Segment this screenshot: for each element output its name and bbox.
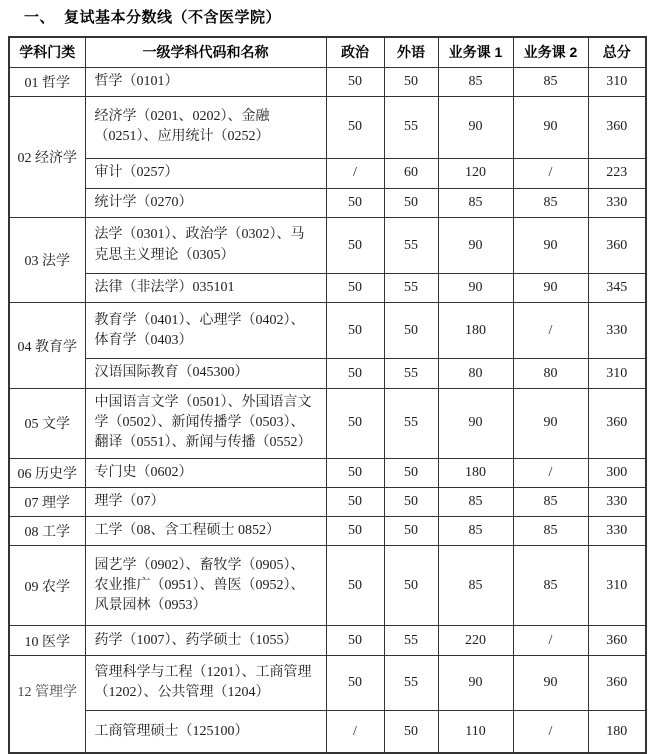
score-cell: 80 bbox=[438, 359, 513, 388]
score-cell: 360 bbox=[588, 218, 646, 274]
header-cell: 业务课 2 bbox=[513, 37, 588, 67]
score-cell: 50 bbox=[384, 517, 438, 546]
score-cell: 50 bbox=[326, 188, 384, 217]
score-cell: 310 bbox=[588, 359, 646, 388]
category-cell: 03 法学 bbox=[9, 218, 85, 303]
table-body bbox=[9, 67, 646, 753]
score-cell: 90 bbox=[438, 218, 513, 274]
score-cell: 50 bbox=[326, 359, 384, 388]
score-cell: 330 bbox=[588, 188, 646, 217]
discipline-cell: 法律（非法学）035101 bbox=[85, 274, 326, 303]
score-cell: 180 bbox=[588, 711, 646, 753]
score-table bbox=[8, 36, 647, 754]
discipline-cell: 统计学（0270） bbox=[85, 188, 326, 217]
score-cell: 50 bbox=[326, 626, 384, 656]
score-cell: 50 bbox=[384, 487, 438, 516]
score-cell: 110 bbox=[438, 711, 513, 753]
page-title bbox=[0, 0, 650, 27]
header-cell: 学科门类 bbox=[9, 37, 85, 67]
score-cell: 55 bbox=[384, 656, 438, 711]
score-cell: 55 bbox=[384, 218, 438, 274]
category-cell: 08 工学 bbox=[9, 517, 85, 546]
discipline-cell: 哲学（0101） bbox=[85, 67, 326, 96]
score-cell: 50 bbox=[326, 274, 384, 303]
discipline-cell: 专门史（0602） bbox=[85, 458, 326, 487]
table-row bbox=[9, 274, 646, 303]
header-cell: 政治 bbox=[326, 37, 384, 67]
score-cell: 90 bbox=[513, 274, 588, 303]
table-row bbox=[9, 626, 646, 656]
score-cell: 120 bbox=[438, 158, 513, 188]
score-cell: 80 bbox=[513, 359, 588, 388]
score-cell: 85 bbox=[513, 487, 588, 516]
category-cell bbox=[9, 656, 85, 753]
score-cell: 300 bbox=[588, 458, 646, 487]
header-cell: 业务课 1 bbox=[438, 37, 513, 67]
category-label: 12 管理学 bbox=[17, 685, 77, 701]
score-cell: 360 bbox=[588, 388, 646, 458]
score-cell: / bbox=[513, 711, 588, 753]
discipline-cell: 园艺学（0902）、畜牧学（0905）、农业推广（0951）、兽医（0952）、风景园林（0953） bbox=[85, 546, 326, 626]
score-cell: 90 bbox=[438, 274, 513, 303]
score-cell: 330 bbox=[588, 487, 646, 516]
score-cell: 50 bbox=[326, 458, 384, 487]
score-cell: 50 bbox=[326, 487, 384, 516]
table-row bbox=[9, 303, 646, 359]
score-cell: 50 bbox=[384, 67, 438, 96]
discipline-cell: 教育学（0401）、心理学（0402）、体育学（0403） bbox=[85, 303, 326, 359]
score-cell: 90 bbox=[438, 96, 513, 158]
table-row bbox=[9, 359, 646, 388]
header-cell: 外语 bbox=[384, 37, 438, 67]
score-cell: 90 bbox=[438, 388, 513, 458]
score-cell: 50 bbox=[326, 546, 384, 626]
category-cell: 06 历史学 bbox=[9, 458, 85, 487]
score-cell: 85 bbox=[513, 546, 588, 626]
score-cell: 330 bbox=[588, 303, 646, 359]
score-cell: 50 bbox=[326, 218, 384, 274]
score-cell: 50 bbox=[326, 656, 384, 711]
score-cell: 90 bbox=[513, 656, 588, 711]
score-cell: 50 bbox=[384, 458, 438, 487]
score-cell: 85 bbox=[438, 188, 513, 217]
score-cell: 180 bbox=[438, 458, 513, 487]
score-cell: 50 bbox=[326, 517, 384, 546]
score-cell: 50 bbox=[326, 388, 384, 458]
discipline-cell: 法学（0301）、政治学（0302）、马克思主义理论（0305） bbox=[85, 218, 326, 274]
category-cell: 01 哲学 bbox=[9, 67, 85, 96]
score-cell: 50 bbox=[384, 546, 438, 626]
table-row bbox=[9, 656, 646, 711]
score-cell: / bbox=[326, 711, 384, 753]
table-row bbox=[9, 188, 646, 217]
table-row bbox=[9, 96, 646, 158]
score-cell: 90 bbox=[513, 388, 588, 458]
score-cell: 223 bbox=[588, 158, 646, 188]
header-cell: 总分 bbox=[588, 37, 646, 67]
score-cell: / bbox=[513, 158, 588, 188]
score-cell: / bbox=[513, 303, 588, 359]
discipline-cell: 工学（08、含工程硕士 0852） bbox=[85, 517, 326, 546]
score-cell: 90 bbox=[438, 656, 513, 711]
score-cell: 50 bbox=[326, 67, 384, 96]
discipline-cell: 药学（1007）、药学硕士（1055） bbox=[85, 626, 326, 656]
score-cell: 345 bbox=[588, 274, 646, 303]
discipline-cell: 汉语国际教育（045300） bbox=[85, 359, 326, 388]
discipline-cell: 中国语言文学（0501）、外国语言文学（0502）、新闻传播学（0503）、翻译（0551）、新闻与传播（0552） bbox=[85, 388, 326, 458]
score-cell: / bbox=[513, 626, 588, 656]
table-row bbox=[9, 67, 646, 96]
table-row bbox=[9, 546, 646, 626]
score-cell: 50 bbox=[384, 303, 438, 359]
score-cell: 90 bbox=[513, 218, 588, 274]
score-cell: 360 bbox=[588, 626, 646, 656]
category-cell: 04 教育学 bbox=[9, 303, 85, 388]
title-index: 一、 bbox=[24, 9, 56, 26]
score-cell: 50 bbox=[326, 96, 384, 158]
score-cell: 85 bbox=[438, 487, 513, 516]
score-cell: 50 bbox=[326, 303, 384, 359]
score-cell: 55 bbox=[384, 274, 438, 303]
table-row bbox=[9, 218, 646, 274]
score-cell: 310 bbox=[588, 546, 646, 626]
discipline-cell: 管理科学与工程（1201）、工商管理（1202）、公共管理（1204） bbox=[85, 656, 326, 711]
score-cell: / bbox=[513, 458, 588, 487]
score-cell: 85 bbox=[438, 546, 513, 626]
score-cell: 220 bbox=[438, 626, 513, 656]
score-cell: 330 bbox=[588, 517, 646, 546]
category-cell: 07 理学 bbox=[9, 487, 85, 516]
title-text: 复试基本分数线（不含医学院） bbox=[64, 9, 282, 26]
discipline-cell: 审计（0257） bbox=[85, 158, 326, 188]
score-cell: 360 bbox=[588, 96, 646, 158]
score-cell: 55 bbox=[384, 388, 438, 458]
table-row bbox=[9, 487, 646, 516]
header-cell: 一级学科代码和名称 bbox=[85, 37, 326, 67]
score-cell: / bbox=[326, 158, 384, 188]
score-cell: 50 bbox=[384, 711, 438, 753]
category-cell: 05 文学 bbox=[9, 388, 85, 458]
score-cell: 85 bbox=[513, 67, 588, 96]
score-cell: 180 bbox=[438, 303, 513, 359]
table-row bbox=[9, 158, 646, 188]
score-cell: 360 bbox=[588, 656, 646, 711]
table-row bbox=[9, 458, 646, 487]
score-cell: 55 bbox=[384, 359, 438, 388]
score-cell: 85 bbox=[513, 188, 588, 217]
table-row bbox=[9, 388, 646, 458]
discipline-cell: 工商管理硕士（125100） bbox=[85, 711, 326, 753]
table-row bbox=[9, 517, 646, 546]
score-cell: 85 bbox=[438, 67, 513, 96]
score-cell: 90 bbox=[513, 96, 588, 158]
category-cell: 10 医学 bbox=[9, 626, 85, 656]
discipline-cell: 经济学（0201、0202）、金融（0251）、应用统计（0252） bbox=[85, 96, 326, 158]
score-cell: 85 bbox=[513, 517, 588, 546]
table-row bbox=[9, 711, 646, 753]
score-cell: 50 bbox=[384, 188, 438, 217]
table-header-row bbox=[9, 37, 646, 67]
category-cell: 02 经济学 bbox=[9, 96, 85, 217]
score-cell: 85 bbox=[438, 517, 513, 546]
category-cell: 09 农学 bbox=[9, 546, 85, 626]
score-cell: 310 bbox=[588, 67, 646, 96]
discipline-cell: 理学（07） bbox=[85, 487, 326, 516]
score-cell: 60 bbox=[384, 158, 438, 188]
score-cell: 55 bbox=[384, 626, 438, 656]
score-cell: 55 bbox=[384, 96, 438, 158]
